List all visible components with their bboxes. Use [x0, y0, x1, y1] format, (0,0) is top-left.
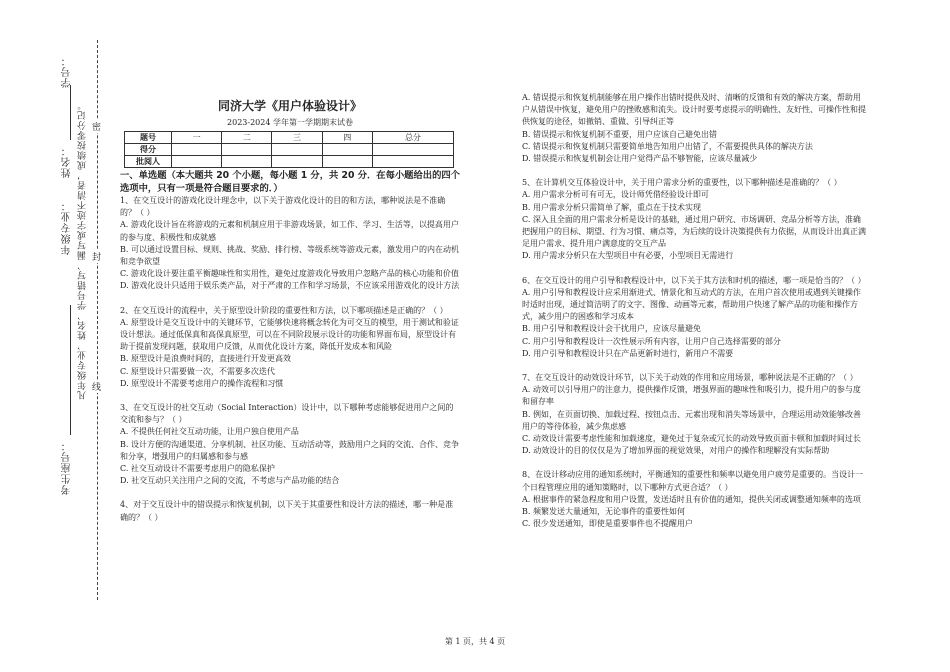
question-4: [120, 499, 460, 523]
score-header-cell: 题号: [125, 132, 172, 144]
grade-label: 年级专业：: [62, 200, 73, 255]
question-option: D. 社交互动只关注用户之间的交流，不考虑与产品功能的结合: [120, 476, 340, 486]
binding-margin: [0, 0, 115, 640]
score-row-label: 得分: [125, 144, 172, 156]
question-option: B. 错误提示和恢复机制不重要，用户应该自己避免出错: [522, 129, 717, 139]
question-option: C. 原型设计只需要做一次，不需要多次迭代: [120, 366, 275, 376]
grade-note: 凡年级专业、姓名、学号错写、漏写或字迹不清者，成绩按零分记。: [78, 100, 88, 400]
question-option: B. 原型设计是浪费时间的，直接进行开发更高效: [120, 354, 291, 364]
name-label: 姓名：: [62, 145, 73, 178]
question-7: [522, 372, 867, 457]
page-footer: 第 1 页，共 4 页: [444, 637, 506, 646]
question-option: B. 用户需求分析只需简单了解，重点在于技术实现: [522, 202, 701, 212]
question-stem: 7、在交互设计的动效设计环节，以下关于动效的作用和应用场景，哪种说法是不正确的？（ ）: [522, 373, 858, 383]
seat-underline: [70, 305, 71, 435]
question-option: B. 可以通过设置目标、规则、挑战、奖励、排行榜、等级系统等游戏元素，激发用户的内在动机和竞争欲望: [120, 244, 459, 267]
score-header-cell: 二: [222, 132, 272, 144]
seat-label: 考生座号：: [62, 440, 73, 495]
score-table-header-row: [125, 132, 454, 144]
question-stem: 3、在交互设计的社交互动（Social Interaction）设计中，以下哪种考虑能够促进用户之间的交流和参与？（ ）: [120, 403, 454, 425]
seal-mark-1: 密: [92, 120, 101, 133]
question-option: A. 不提供任何社交互动功能，让用户独自使用产品: [120, 427, 299, 437]
question-stem: 2、在交互设计的流程中，关于原型设计阶段的重要性和方法，以下哪项描述是正确的？（ ）: [120, 305, 448, 315]
question-option: B. 设计方便的沟通渠道、分享机制、社区功能、互动活动等，鼓励用户之间的交流、合作、竞争和分享，增强用户的归属感和参与感: [120, 439, 459, 461]
section-heading: 一、单选题（本大题共 20 个小题，每小题 1 分，共 20 分．在每小题给出的四个选项中，只有一项是符合题目要求的．）: [120, 170, 460, 194]
question-option: D. 用户引导和教程设计只在产品更新时进行，新用户不需要: [522, 348, 734, 358]
question-3: [120, 402, 460, 487]
question-option: A. 根据事件的紧急程度和用户设置，发送适时且有价值的通知，提供关闭或调整通知频率的选项: [522, 494, 861, 504]
left-column: [120, 92, 460, 524]
score-table-row: [125, 156, 454, 168]
seal-mark-3: 线: [92, 380, 101, 393]
question-option: B. 用户引导和教程设计会干扰用户，应该尽量避免: [522, 324, 701, 334]
score-header-cell: 一: [172, 132, 222, 144]
question-4-options: [522, 92, 867, 165]
question-option: A. 动效可以引导用户的注意力，提供操作反馈，增强界面的趣味性和吸引力，提升用户的参与度和留存率: [522, 385, 861, 407]
question-option: A. 错误提示和恢复机制能够在用户操作出错时提供及时、清晰的反馈和有效的解决方案，帮助用户从错误中恢复，避免用户的挫败感和流失。设计时要考虑提示的明确性、友好性、可操作性和提供恢复的途径，如撤销、重做、引导纠正等: [522, 93, 866, 127]
question-option: C. 游戏化设计要注重平衡趣味性和实用性，避免过度游戏化导致用户忽略产品的核心功能和价值: [120, 269, 459, 279]
question-1: [120, 195, 460, 293]
question-option: B. 频繁发送大量通知，无论事件的重要性如何: [522, 507, 685, 517]
question-option: C. 用户引导和教程设计一次性展示所有内容，让用户自己选择需要的部分: [522, 336, 781, 346]
score-row-label: 批阅人: [125, 156, 172, 168]
question-option: C. 很少发送通知，即使是重要事件也不提醒用户: [522, 519, 693, 529]
score-table: [124, 131, 454, 168]
exam-subtitle: 2023-2024 学年第一学期期末试卷: [227, 118, 353, 127]
question-option: A. 用户需求分析可有可无，设计师凭借经验设计即可: [522, 190, 709, 200]
question-stem: 1、在交互设计的游戏化设计理念中，以下关于游戏化设计的目的和方法，哪种说法是不准确的？（ ）: [120, 196, 446, 218]
question-6: [522, 275, 867, 360]
question-option: A. 游戏化设计旨在将游戏的元素和机制应用于非游戏场景，如工作、学习、生活等，以提高用户的参与度、积极性和成就感: [120, 220, 459, 242]
question-2: [120, 305, 460, 390]
question-option: D. 动效设计的目的仅仅是为了增加界面的视觉效果，对用户的操作和理解没有实际帮助: [522, 446, 830, 456]
score-header-cell: 三: [272, 132, 322, 144]
question-option: A. 用户引导和教程设计应采用渐进式、情景化和互动式的方法，在用户首次使用或遇到关键操作时适时出现，通过简洁明了的文字、图像、动画等元素，帮助用户快速了解产品的功能和操作方式，减少用户的困惑和学习成本: [522, 287, 861, 322]
question-option: D. 用户需求分析只在大型项目中有必要，小型项目无需进行: [522, 251, 734, 261]
score-header-cell: 四: [322, 132, 372, 144]
seal-mark-2: 封: [92, 250, 101, 263]
exam-title: 同济大学《用户体验设计》: [217, 99, 362, 113]
question-8: [522, 469, 867, 530]
question-5: [522, 177, 867, 262]
score-header-cell: 总分: [372, 132, 453, 144]
right-column: [522, 92, 867, 531]
id-label: 学号：: [62, 55, 73, 88]
question-stem: 4、对于交互设计中的错误提示和恢复机制，以下关于其重要性和设计方法的描述，哪一种是准确的？（ ）: [120, 500, 454, 522]
question-option: B. 例如，在页面切换、加载过程、按钮点击、元素出现和消失等场景中，合理运用动效能够改善用户的等待体验，减少焦虑感: [522, 409, 861, 431]
question-option: D. 原型设计不需要考虑用户的操作流程和习惯: [120, 378, 284, 388]
question-option: D. 错误提示和恢复机制会让用户觉得产品不够智能，应该尽量减少: [522, 154, 758, 164]
question-option: C. 错误提示和恢复机制只需要简单地告知用户出错了，不需要提供具体的解决方法: [522, 141, 813, 151]
question-option: C. 深入且全面的用户需求分析是设计的基础，通过用户研究、市场调研、竞品分析等方法，准确把握用户的目标、期望、行为习惯、痛点等，为后续的设计决策提供有力依据，从而设计出真正满足用户需求、提升用户满意度的交互产品: [522, 214, 866, 249]
question-stem: 8、在设计移动应用的通知系统时，平衡通知的重要性和频率以避免用户疲劳是重要的。当设计一个日程管理应用的通知策略时，以下哪种方式更合适？（ ）: [522, 470, 864, 492]
score-table-row: [125, 144, 454, 156]
question-stem: 6、在交互设计的用户引导和教程设计中，以下关于其方法和时机的描述，哪一项是恰当的？（ ）: [522, 275, 866, 285]
id-underline: [70, 85, 71, 140]
question-option: A. 原型设计是交互设计中的关键环节，它能够快速将概念转化为可交互的模型，用于测试和验证设计想法。通过低保真和高保真原型，可以在不同阶段展示设计的功能和界面布局，原型设计有助于提前发现问题，获取用户反馈，从而优化设计方案，降低开发成本和风险: [120, 317, 459, 352]
question-option: D. 游戏化设计只适用于娱乐类产品，对于严肃的工作和学习场景，不应该采用游戏化的设计方法: [120, 281, 460, 291]
question-stem: 5、在计算机交互体验设计中，关于用户需求分析的重要性，以下哪种描述是准确的？（ ）: [522, 178, 842, 188]
question-option: C. 社交互动设计不需要考虑用户的隐私保护: [120, 464, 275, 474]
question-option: C. 动效设计需要考虑性能和加载速度，避免过于复杂或冗长的动效导致页面卡顿和加载时间过长: [522, 434, 861, 444]
